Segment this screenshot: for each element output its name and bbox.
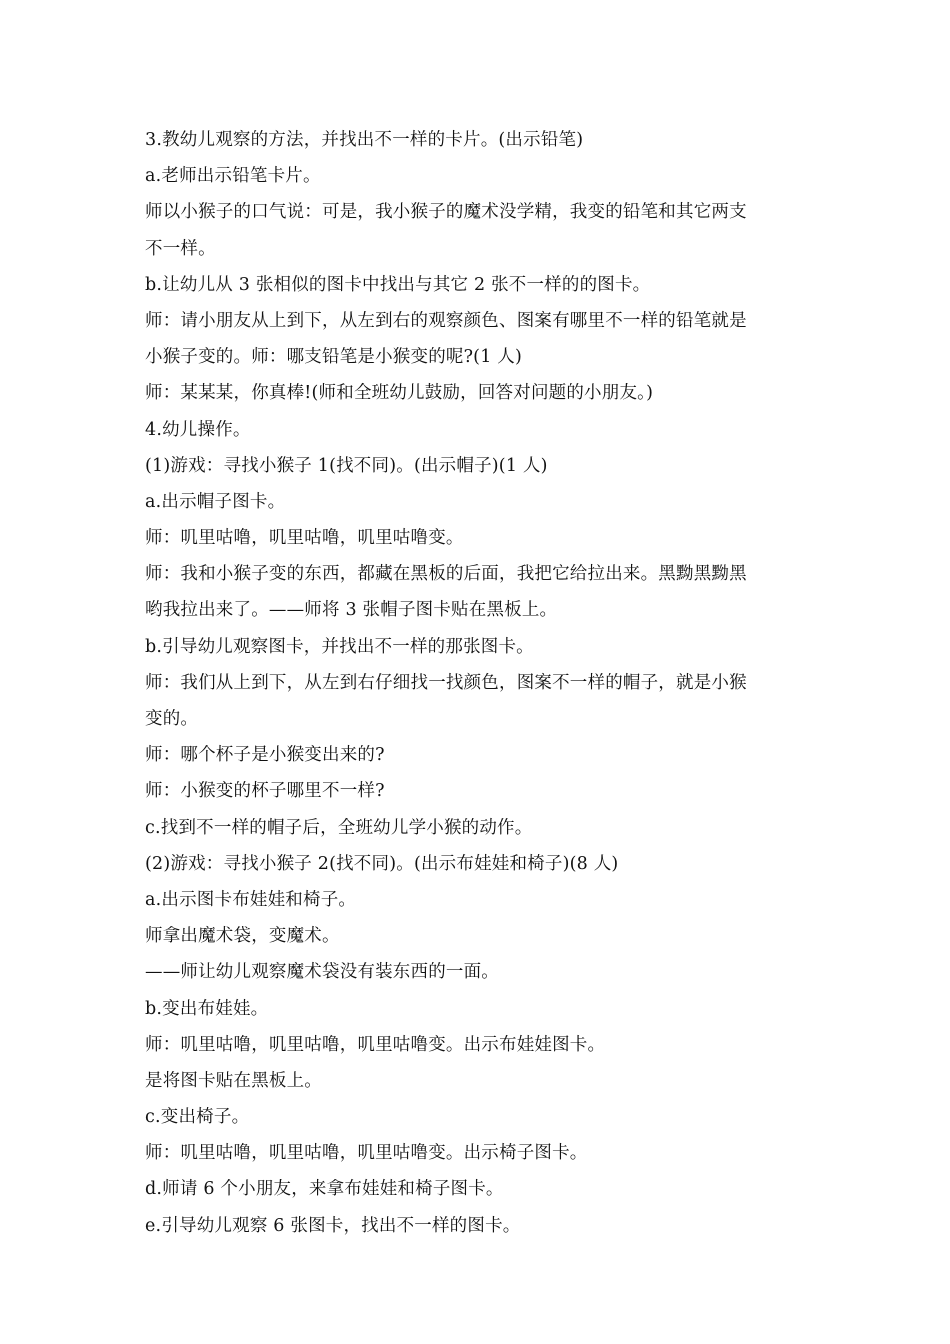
text-line: 师拿出魔术袋，变魔术。: [145, 926, 340, 947]
text-line: 师：我们从上到下，从左到右仔细找一找颜色，图案不一样的帽子，就是小猴: [145, 672, 747, 693]
text-line: 哟我拉出来了。——师将 3 张帽子图卡贴在黑板上。: [145, 600, 558, 621]
text-line: 师：叽里咕噜，叽里咕噜，叽里咕噜变。出示椅子图卡。: [145, 1143, 588, 1164]
text-line: 是将图卡贴在黑板上。: [145, 1070, 322, 1091]
text-line: 师：某某某，你真棒!(师和全班幼儿鼓励，回答对问题的小朋友。): [145, 383, 654, 404]
text-line: 师：请小朋友从上到下，从左到右的观察颜色、图案有哪里不一样的铅笔就是: [145, 310, 747, 331]
text-line: 师：小猴变的杯子哪里不一样?: [145, 781, 385, 802]
text-line: b.引导幼儿观察图卡，并找出不一样的那张图卡。: [145, 636, 534, 657]
text-line: (2)游戏：寻找小猴子 2(找不同)。(出示布娃娃和椅子)(8 人): [145, 853, 619, 874]
text-line: 师：我和小猴子变的东西，都藏在黑板的后面，我把它给拉出来。黑黝黑黝黑: [145, 564, 747, 585]
text-line: c.变出椅子。: [145, 1107, 250, 1128]
text-line: 小猴子变的。师：哪支铅笔是小猴变的呢?(1 人): [145, 347, 523, 368]
text-line: a.出示帽子图卡。: [145, 491, 286, 512]
text-line: a.出示图卡布娃娃和椅子。: [145, 889, 357, 910]
text-line: b.变出布娃娃。: [145, 998, 269, 1019]
text-line: 3.教幼儿观察的方法，并找出不一样的卡片。(出示铅笔): [145, 130, 584, 150]
text-line: (1)游戏：寻找小猴子 1(找不同)。(出示帽子)(1 人): [145, 455, 548, 476]
text-line: 不一样。: [145, 238, 216, 259]
text-line: 师：叽里咕噜，叽里咕噜，叽里咕噜变。: [145, 528, 464, 549]
text-line: a.老师出示铅笔卡片。: [145, 166, 321, 187]
text-line: 师：叽里咕噜，叽里咕噜，叽里咕噜变。出示布娃娃图卡。: [145, 1034, 606, 1055]
text-line: 4.幼儿操作。: [145, 419, 251, 440]
document-body: [145, 122, 815, 1244]
text-line: 变的。: [145, 709, 199, 729]
text-line: b.让幼儿从 3 张相似的图卡中找出与其它 2 张不一样的的图卡。: [145, 274, 651, 295]
text-line: c.找到不一样的帽子后，全班幼儿学小猴的动作。: [145, 817, 533, 838]
text-line: d.师请 6 个小朋友，来拿布娃娃和椅子图卡。: [145, 1179, 504, 1200]
text-line: e.引导幼儿观察 6 张图卡，找出不一样的图卡。: [145, 1215, 521, 1236]
text-line: 师：哪个杯子是小猴变出来的?: [145, 745, 385, 766]
text-line: ——师让幼儿观察魔术袋没有装东西的一面。: [145, 962, 499, 983]
text-line: 师以小猴子的口气说：可是，我小猴子的魔术没学精，我变的铅笔和其它两支: [145, 202, 747, 223]
